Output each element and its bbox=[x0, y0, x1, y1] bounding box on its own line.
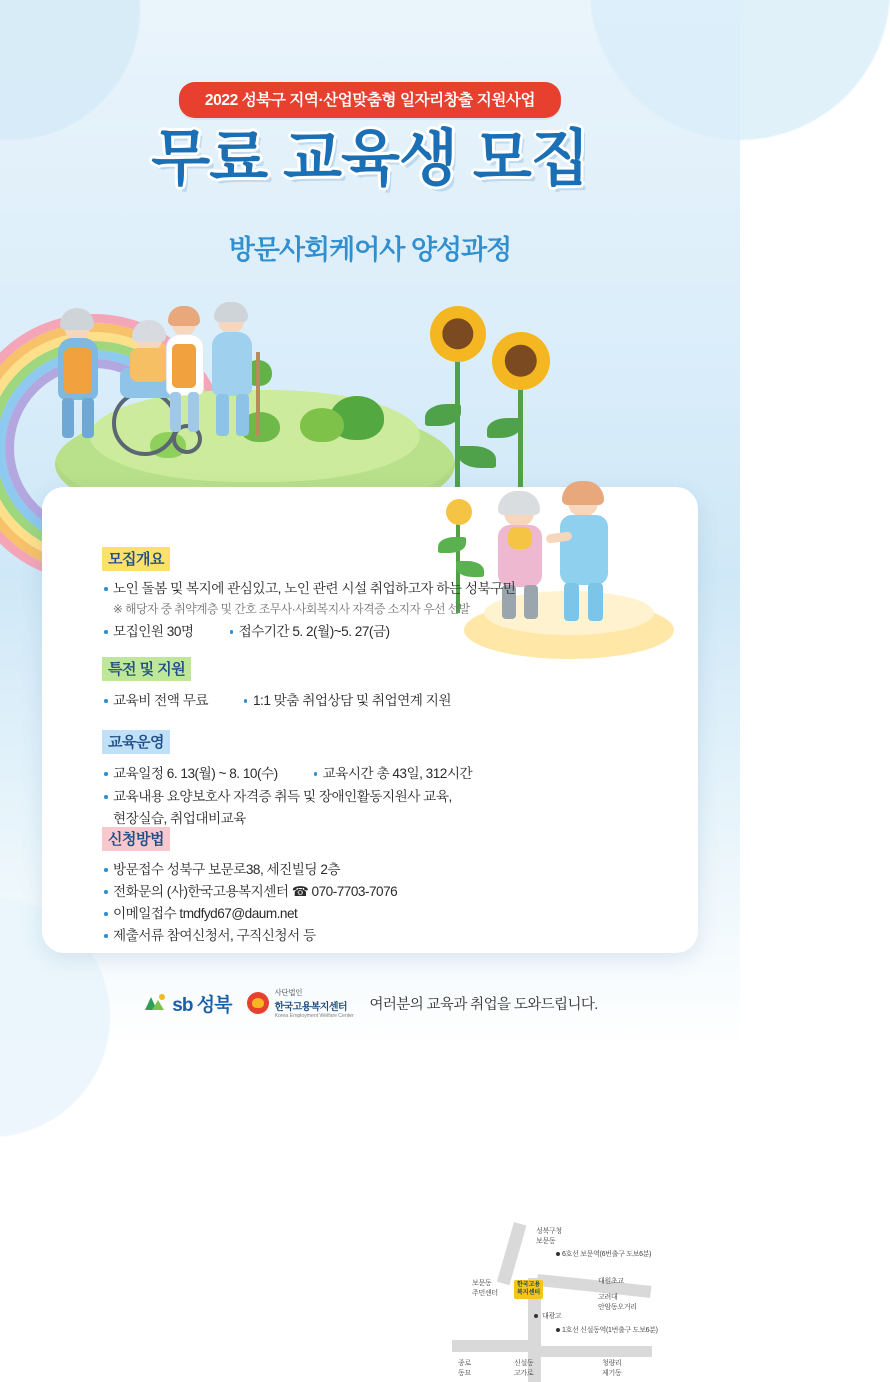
kwwc-line1: 사단법인 bbox=[274, 988, 303, 997]
map-label-daewon-school: 대원초교 bbox=[598, 1278, 624, 1285]
section-operation-title: 교육운영 bbox=[102, 730, 170, 754]
section-overview bbox=[102, 547, 515, 643]
operation-hours: 교육시간 총 43일, 312시간 bbox=[312, 763, 472, 785]
map-label-gu-office: 성북구청 bbox=[536, 1228, 562, 1235]
page-title: 무료 교육생 모집 bbox=[151, 124, 589, 192]
apply-documents: 제출서류 참여신청서, 구직신청서 등 bbox=[102, 925, 397, 947]
sunflower-head-1 bbox=[430, 306, 486, 362]
apply-email: 이메일접수 tmdfyd67@daum.net bbox=[102, 903, 397, 925]
overview-item-1: 노인 돌봄 및 복지에 관심있고, 노인 관련 시설 취업하고자 하는 성북구민 bbox=[102, 578, 515, 600]
operation-schedule: 교육일정 6. 13(월) ~ 8. 10(수) bbox=[102, 763, 278, 785]
sunflower-leaf-3 bbox=[487, 418, 521, 438]
section-benefits bbox=[102, 657, 451, 712]
benefit-free-tuition: 교육비 전액 무료 bbox=[102, 690, 208, 712]
map-badge-center: 한국고용 복지센터 bbox=[514, 1280, 543, 1299]
map-road-bottom-right bbox=[538, 1346, 652, 1357]
page-subtitle: 방문사회케어사 양성과정 bbox=[228, 235, 512, 265]
section-apply bbox=[102, 827, 397, 947]
sunflower-leaf-2 bbox=[458, 446, 496, 468]
apply-phone: 전화문의 (사)한국고용복지센터 ☎ 070-7703-7076 bbox=[102, 881, 397, 903]
map-road-horizontal-left bbox=[452, 1340, 538, 1352]
bush-2 bbox=[300, 408, 344, 442]
section-overview-title: 모집개요 bbox=[102, 547, 170, 571]
wheelchair-wheel-large bbox=[112, 390, 178, 456]
map-label-station-sinseoldong: 1호선 신설동역(1번출구 도보6분) bbox=[562, 1327, 658, 1334]
kwwc-line3: Korea Employment Welfare Center bbox=[274, 1013, 354, 1019]
overview-period: 접수기간 5. 2(월)~5. 27(금) bbox=[228, 621, 390, 643]
operation-content-cont: 현장실습, 취업대비교육 bbox=[113, 811, 246, 827]
section-benefits-title: 특전 및 지원 bbox=[102, 657, 191, 681]
map-label-bomun-dong: 보문동 bbox=[536, 1238, 556, 1245]
footer-slogan: 여러분의 교육과 취업을 도와드립니다. bbox=[369, 996, 598, 1013]
decor-blob-top-right bbox=[590, 0, 890, 140]
seongbuk-mark-icon bbox=[142, 992, 168, 1014]
map-label-community-center: 보문동 주민센터 bbox=[472, 1280, 498, 1297]
map-label-jongno-dongmyo: 종로 동묘 bbox=[458, 1360, 471, 1377]
map-label-korea-univ: 고려대 안암동오거리 bbox=[598, 1294, 637, 1311]
overview-quota: 모집인원 30명 bbox=[102, 621, 194, 643]
program-ribbon: 2022 성북구 지역·산업맞춤형 일자리창출 지원사업 bbox=[179, 82, 561, 118]
overview-note: ※ 해당자 중 취약계층 및 간호 조무사·사회복지사 자격증 소지자 우선 선발 bbox=[113, 602, 470, 617]
benefit-job-support: 1:1 맞춤 취업상담 및 취업연계 지원 bbox=[242, 690, 451, 712]
section-operation bbox=[102, 730, 472, 830]
apply-visit: 방문접수 성북구 보문로38, 세진빌딩 2층 bbox=[102, 859, 397, 881]
kwwc-line2: 한국고용복지센터 bbox=[274, 1002, 347, 1013]
map-road-upper-left bbox=[497, 1222, 527, 1285]
map-label-daegwang-go: 대광고 bbox=[542, 1313, 562, 1320]
kwwc-mark-icon bbox=[247, 992, 269, 1014]
logo-seongbuk bbox=[142, 990, 231, 1017]
map-label-sinseol-overpass: 신설동 고가로 bbox=[514, 1360, 534, 1377]
map-label-station-bomun: 6호선 보문역(6번출구 도보6분) bbox=[562, 1251, 652, 1258]
location-map bbox=[452, 1222, 658, 1382]
decor-blob-top-left bbox=[0, 0, 140, 140]
operation-content: 교육내용 요양보호사 자격증 취득 및 장애인활동지원사 교육, bbox=[102, 786, 472, 808]
sunflower-head-2 bbox=[492, 332, 550, 390]
footer bbox=[0, 983, 740, 1023]
logo-kwwc bbox=[247, 987, 353, 1019]
section-apply-title: 신청방법 bbox=[102, 827, 170, 851]
map-label-cheongnyangni: 청량리 제기동 bbox=[602, 1360, 622, 1377]
logo-seongbuk-text: sb 성북 bbox=[172, 994, 232, 1016]
